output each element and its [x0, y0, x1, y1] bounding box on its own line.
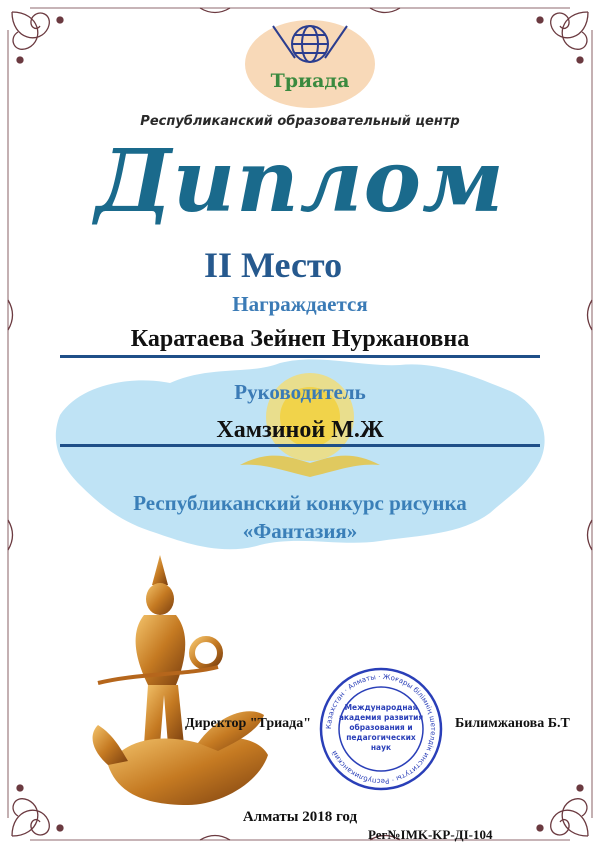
globe-logo-icon: [243, 18, 377, 110]
recipient-underline: [60, 355, 540, 358]
city-year: Алматы 2018 год: [242, 809, 358, 825]
svg-text:наук: наук: [370, 743, 392, 752]
recipient-name: Каратаева Зейнеп Нуржановна: [130, 326, 470, 352]
triada-logo: [243, 18, 377, 110]
logo-name: Триада: [270, 70, 350, 92]
supervisor-underline: [60, 444, 540, 447]
contest-title: Республиканский конкурс рисунка: [133, 491, 467, 515]
organization-name: Республиканский образовательный центр: [140, 114, 460, 129]
svg-text:академия развития: академия развития: [338, 713, 424, 722]
place-award: II Место: [204, 245, 343, 285]
diploma-title: Диплом: [95, 131, 505, 232]
official-stamp: [318, 666, 444, 792]
supervisor-name: Хамзиной М.Ж: [216, 417, 384, 443]
signer-name: Билимжанова Б.Т: [455, 716, 570, 731]
supervisor-label: Руководитель: [234, 380, 366, 404]
svg-text:Международная: Международная: [344, 703, 418, 712]
svg-text:образования и: образования и: [349, 723, 413, 732]
svg-text:педагогических: педагогических: [346, 733, 416, 742]
registration-number: Рег№IMK-KP-ДI-104: [368, 827, 493, 842]
director-label: Директор "Триада": [185, 716, 312, 731]
contest-name: «Фантазия»: [242, 519, 358, 543]
awarded-label: Награждается: [232, 292, 368, 316]
golden-warrior-monument-image: [88, 555, 278, 825]
svg-text:Казахстан · Алматы · Жоғары бі: Казахстан · Алматы · Жоғары білімнің шетелдік институты · Республиканский: [324, 672, 438, 786]
